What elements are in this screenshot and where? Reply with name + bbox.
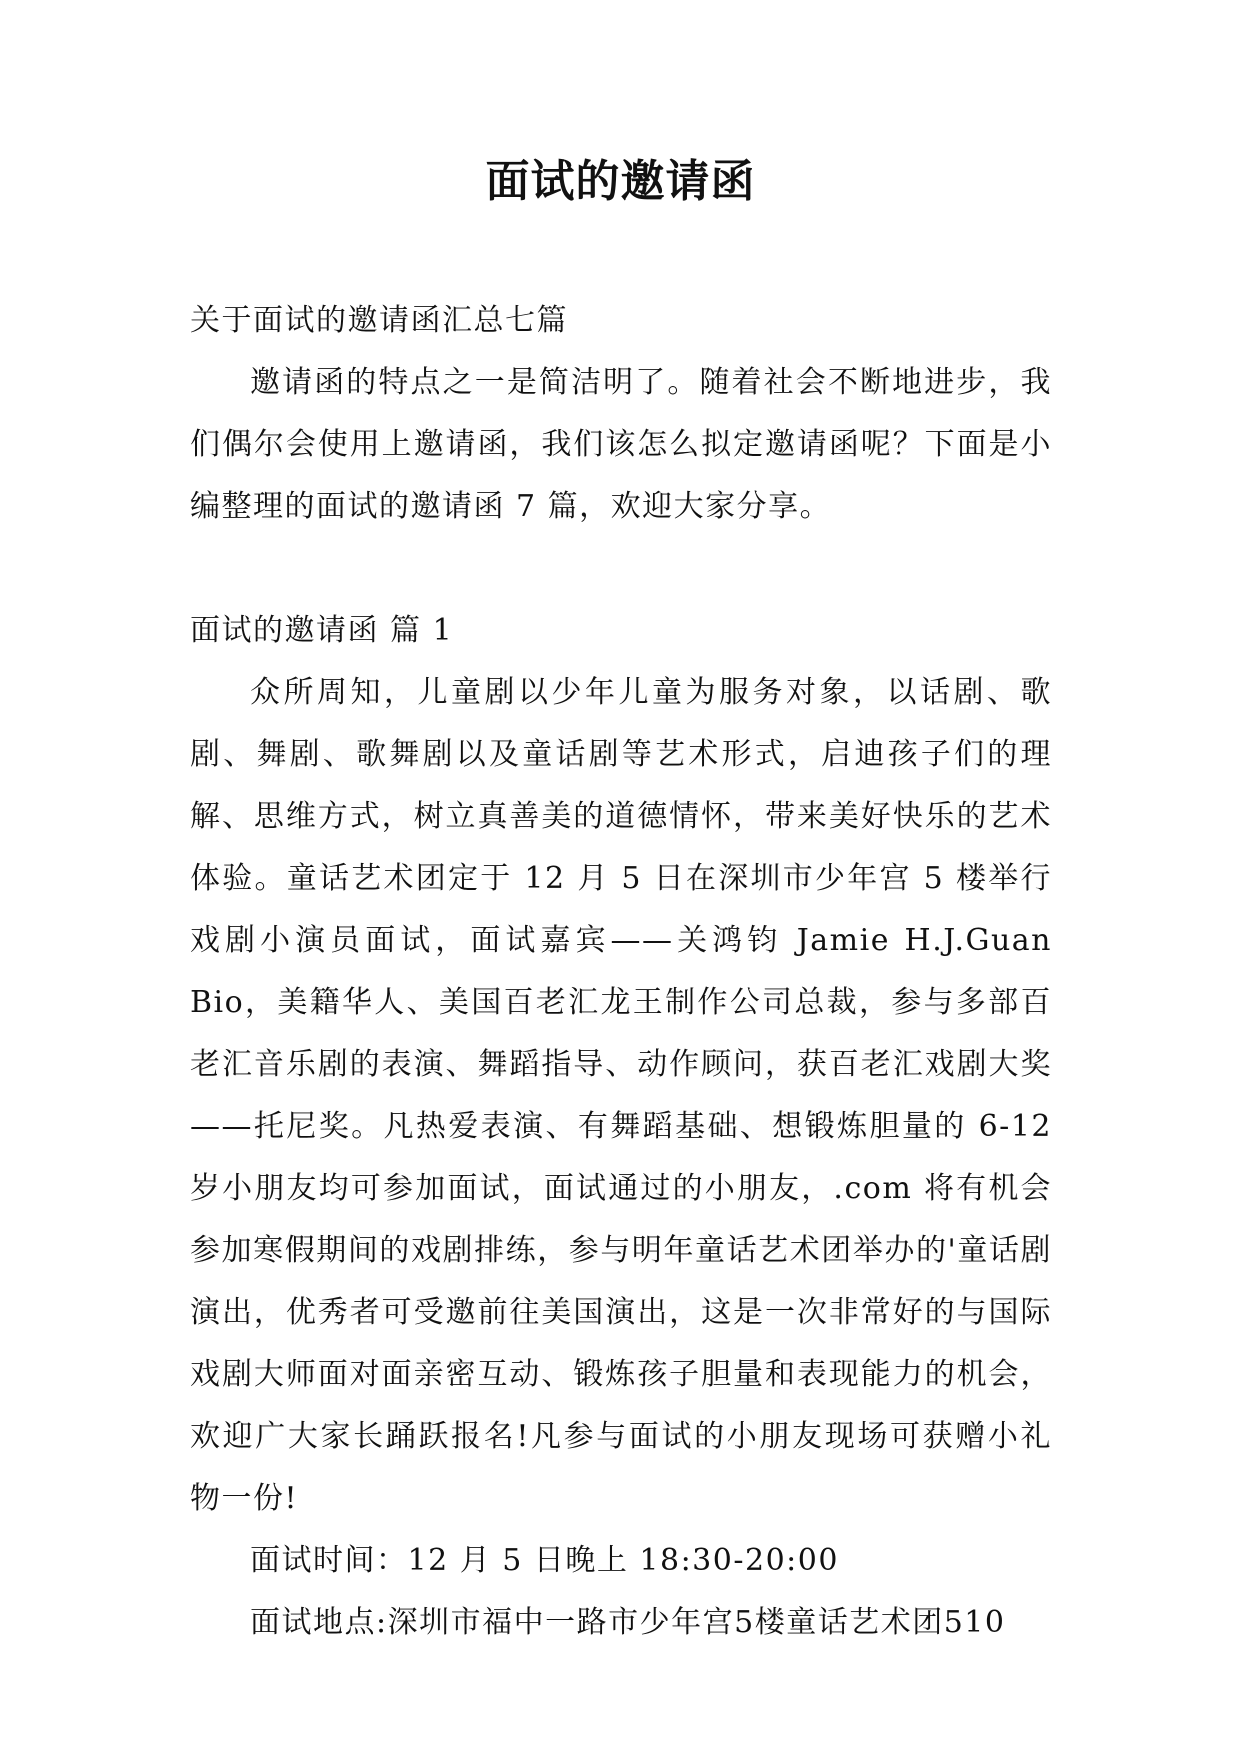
document-subtitle: 关于面试的邀请函汇总七篇 [190, 303, 568, 338]
section-body-paragraph: 众所周知，儿童剧以少年儿童为服务对象，以话剧、歌剧、舞剧、歌舞剧以及童话剧等艺术形式，启迪孩子们的理解、思维方式，树立真善美的道德情怀，带来美好快乐的艺术体验。童话艺术团定于 12 月 5 日在深圳市少年宫 5 楼举行戏剧小演员面试，面试嘉宾——关鸿钧 Jamie H.J.Guan Bio，美籍华人、美国百老汇龙王制作公司总裁，参与多部百老汇音乐剧的表演、舞蹈指导、动作顾问，获百老汇戏剧大奖——托尼奖。凡热爱表演、有舞蹈基础、想锻炼胆量的 6-12 岁小朋友均可参加面试，面试通过的小朋友，.com 将有机会参加寒假期间的戏剧排练，参与明年童话艺术团举办的'童话剧演出，优秀者可受邀前往美国演出，这是一次非常好的与国际戏剧大师面对面亲密互动、锻炼孩子胆量和表现能力的机会，欢迎广大家长踊跃报名!凡参与面试的小朋友现场可获赠小礼物一份! [190, 675, 1052, 1516]
document-title: 面试的邀请函 [485, 156, 756, 207]
intro-paragraph: 邀请函的特点之一是简洁明了。随着社会不断地进步，我们偶尔会使用上邀请函，我们该怎么拟定邀请函呢？下面是小编整理的面试的邀请函 7 篇，欢迎大家分享。 [190, 365, 1052, 524]
document-body [190, 290, 1052, 1654]
paragraph-spacer [190, 538, 1052, 600]
interview-location: 面试地点:深圳市福中一路市少年宫5楼童话艺术团510 [250, 1605, 1006, 1640]
interview-time: 面试时间：12 月 5 日晚上 18:30-20:00 [250, 1543, 839, 1578]
section-heading: 面试的邀请函 篇 1 [190, 613, 454, 648]
